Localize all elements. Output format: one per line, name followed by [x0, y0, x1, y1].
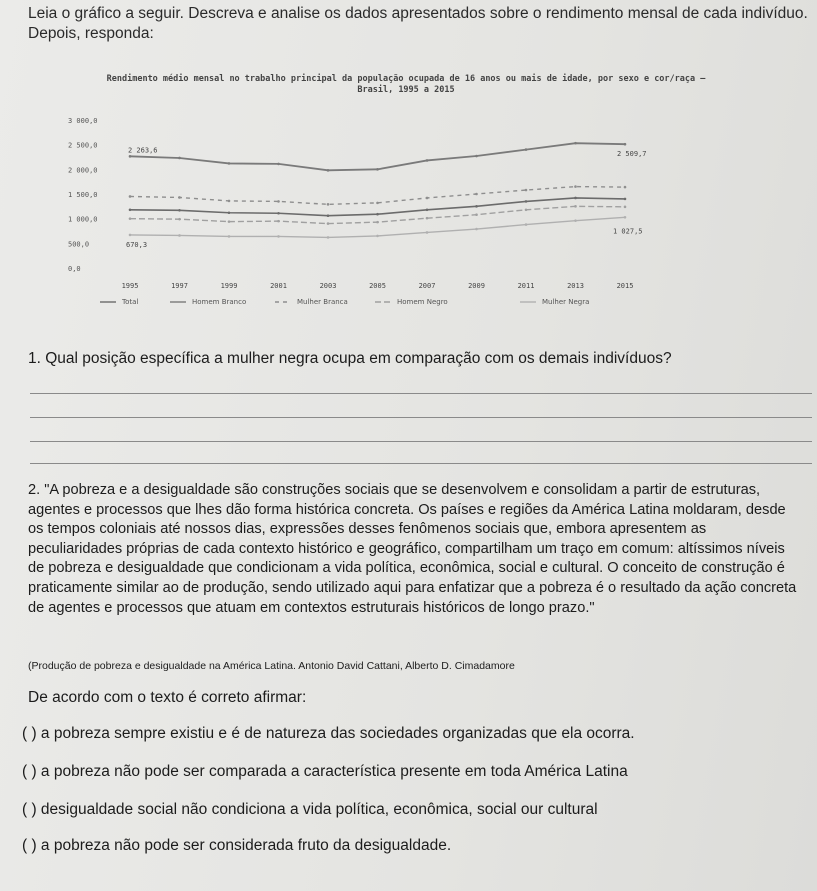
series-point	[327, 222, 330, 225]
series-point	[525, 148, 528, 151]
series-point	[277, 200, 280, 203]
chart-title: Rendimento médio mensal no trabalho principal da população ocupada de 16 anos ou mais de idade, por sexo e cor/raça – Brasil, 1995 a 2015	[106, 74, 706, 95]
y-tick-label: 2 500,0	[68, 141, 98, 150]
series-point	[525, 223, 528, 226]
series-point	[475, 213, 478, 216]
data-label: 1 027,5	[613, 227, 643, 236]
question-1: 1. Qual posição específica a mulher negra ocupa em comparação com os demais indivíduos?	[28, 350, 672, 367]
series-point	[327, 236, 330, 239]
series-point	[129, 208, 132, 211]
series-point	[277, 212, 280, 215]
series-point	[574, 185, 577, 188]
series-point	[178, 234, 181, 237]
series-point	[178, 157, 181, 160]
series-point	[376, 235, 379, 238]
intro-text: Leia o gráfico a seguir. Descreva e analise os dados apresentados sobre o rendimento mensal de cada indivíduo. Depois, responda:	[28, 5, 808, 42]
answer-line-1[interactable]	[30, 393, 812, 394]
y-tick-label: 1 500,0	[68, 191, 98, 199]
series-point	[277, 220, 280, 223]
series-point	[376, 221, 379, 224]
series-point	[376, 213, 379, 216]
series-point	[426, 159, 429, 162]
option-4[interactable]: ( ) a pobreza não pode ser considerada fruto da desigualdade.	[22, 837, 452, 854]
series-point	[574, 197, 577, 200]
legend-label: Mulher Branca	[297, 298, 348, 306]
x-tick-label: 2001	[270, 282, 287, 290]
series-point	[129, 234, 132, 237]
series-point	[475, 205, 478, 208]
y-tick-label: 0,0	[68, 265, 81, 273]
option-1[interactable]: ( ) a pobreza sempre existiu e é de natureza das sociedades organizadas que ela ocorra.	[22, 725, 635, 742]
series-point	[475, 193, 478, 196]
series-point	[624, 186, 627, 189]
data-label: 2 509,7	[617, 150, 647, 159]
legend-label: Mulher Negra	[542, 298, 590, 306]
y-tick-label: 3 000,0	[68, 117, 98, 125]
series-point	[426, 208, 429, 211]
series-point	[426, 217, 429, 220]
x-tick-label: 1999	[220, 282, 238, 290]
x-tick-label: 1997	[171, 282, 188, 290]
series-point	[178, 196, 181, 199]
x-tick-label: 2005	[369, 282, 386, 290]
series-point	[178, 218, 181, 221]
series-point	[376, 168, 379, 171]
answer-line-2[interactable]	[30, 417, 812, 418]
x-tick-label: 2003	[319, 282, 337, 290]
series-point	[327, 214, 330, 217]
series-point	[574, 219, 577, 222]
series-point	[624, 216, 627, 219]
option-2[interactable]: ( ) a pobreza não pode ser comparada a característica presente em toda América Latina	[22, 763, 628, 780]
series-point	[475, 228, 478, 231]
series-point	[525, 208, 528, 211]
data-label: 670,3	[126, 240, 148, 249]
x-tick-label: 1995	[121, 282, 139, 290]
y-tick-label: 500,0	[68, 240, 90, 249]
y-tick-label: 2 000,0	[68, 166, 98, 175]
answer-line-3[interactable]	[30, 441, 812, 442]
series-point	[475, 155, 478, 158]
series-point	[228, 211, 231, 214]
x-tick-label: 2007	[418, 282, 436, 290]
legend-label: Homem Branco	[192, 298, 247, 306]
series-point	[277, 235, 280, 238]
question-prompt: De acordo com o texto é correto afirmar:	[28, 689, 307, 706]
series-point	[178, 209, 181, 212]
answer-line-4[interactable]	[30, 463, 812, 464]
x-tick-label: 2009	[468, 282, 485, 290]
income-line-chart	[40, 108, 680, 323]
legend-label: Total	[122, 298, 139, 306]
series-point	[574, 142, 577, 145]
series-point	[624, 206, 627, 209]
series-point	[574, 205, 577, 208]
series-line-1	[130, 143, 625, 170]
series-point	[129, 155, 132, 158]
legend-label: Homem Negro	[397, 298, 448, 306]
series-point	[228, 162, 231, 165]
series-point	[624, 143, 627, 146]
series-point	[376, 202, 379, 205]
series-point	[327, 203, 330, 206]
series-point	[426, 197, 429, 200]
x-tick-label: 2013	[567, 282, 584, 290]
series-point	[129, 195, 132, 198]
x-tick-label: 2015	[616, 282, 634, 290]
series-point	[228, 200, 231, 203]
option-3[interactable]: ( ) desigualdade social não condiciona a vida política, econômica, social our cultural	[22, 801, 598, 818]
series-point	[525, 189, 528, 192]
series-point	[426, 231, 429, 234]
x-tick-label: 2011	[517, 282, 535, 290]
source-citation: (Produção de pobreza e desigualdade na América Latina. Antonio David Cattani, Alberto D. Cimadamore	[28, 660, 515, 672]
series-point	[228, 220, 231, 223]
series-point	[277, 163, 280, 166]
series-point	[525, 200, 528, 203]
series-point	[228, 235, 231, 238]
question-2-quote: 2. "A pobreza e a desigualdade são construções sociais que se desenvolvem e consolidam a partir de estruturas, agentes e processos que lhes dão forma histórica concreta. Os países e regiões da América Latina moldaram, desde os tempos coloniais até nossos dias, expressões desses fenômenos sociais que, embora apresentem as peculiaridades próprias de cada contexto histórico e geográfico, compartilham um traço em comum: altíssimos níveis de pobreza e desigualdade que condicionam a vida política, econômica, social e cultural. O conceito de construção é praticamente similar ao de produção, sendo utilizado aqui para enfatizar que a pobreza é o resultado da ação concreta de agentes e processos que atuam em contextos estruturais históricos de longo prazo."	[28, 482, 797, 616]
series-point	[624, 198, 627, 201]
y-tick-label: 1 000,0	[68, 215, 98, 224]
series-point	[327, 169, 330, 172]
series-point	[129, 217, 132, 220]
data-label: 2 263,6	[128, 146, 158, 155]
